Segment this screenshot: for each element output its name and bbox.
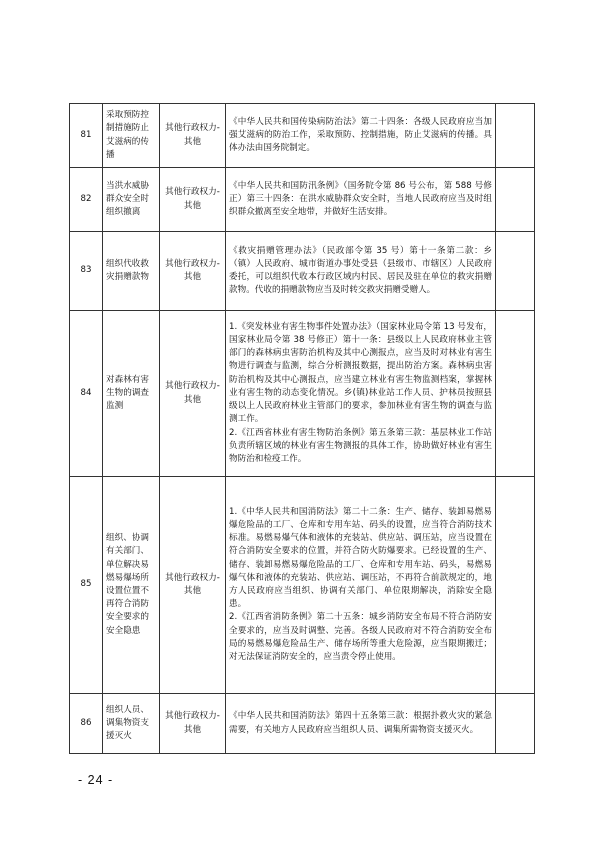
table-row: [70, 694, 535, 754]
table-row: [70, 168, 535, 232]
row-number: 85: [70, 477, 103, 694]
legal-basis-paragraph: 2.《江西省消防条例》第二十五条：城乡消防安全布局不符合消防安全要求的，应当及时调整、完善。各级人民政府对不符合消防安全布局的易燃易爆危险品生产、储存场所等重大危险源，应当限期搬迁；对无法保证消防安全的，应当责令停止使用。: [229, 612, 492, 663]
remark-cell: [496, 232, 535, 311]
power-type: 其他行政权力-其他: [160, 694, 226, 754]
row-number: 86: [70, 694, 103, 754]
table-body: [70, 104, 535, 754]
remark-cell: [496, 477, 535, 694]
remark-cell: [496, 311, 535, 477]
legal-basis: [226, 311, 496, 477]
power-list-table: [69, 103, 535, 754]
power-type: 其他行政权力-其他: [160, 311, 226, 477]
legal-basis: [226, 694, 496, 754]
table-row: [70, 477, 535, 694]
legal-basis-paragraph: 《中华人民共和国防汛条例》（国务院令第 86 号公布，第 588 号修正）第三十四条：在洪水威胁群众安全时，当地人民政府应当及时组织群众撤离至安全地带，并做好生活安排。: [229, 180, 492, 218]
legal-basis-paragraph: 《中华人民共和国传染病防治法》第二十四条：各级人民政府应当加强艾滋病的防治工作，采取预防、控制措施，防止艾滋病的传播。具体办法由国务院制定。: [229, 116, 492, 154]
legal-basis-paragraph: 《中华人民共和国消防法》第四十五条第三款：根据扑救火灾的紧急需要，有关地方人民政府应当组织人员、调集所需物资支援灭火。: [229, 711, 492, 735]
legal-basis-paragraph: 《救灾捐赠管理办法》（民政部令第 35 号）第十一条第二款：乡（镇）人民政府、城市街道办事处受县（县级市、市辖区）人民政府委托，可以组织代收本行政区域内村民、居民及驻在单位的救灾捐赠款物。代收的捐赠款物应当及时转交救灾捐赠受赠人。: [229, 245, 492, 296]
remark-cell: [496, 168, 535, 232]
row-number: 81: [70, 104, 103, 168]
table-row: [70, 104, 535, 168]
remark-cell: [496, 104, 535, 168]
legal-basis-paragraph: 1.《中华人民共和国消防法》第二十二条：生产、储存、装卸易燃易爆危险品的工厂、仓库和专用车站、码头的设置，应当符合消防技术标准。易燃易爆气体和液体的充装站、供应站、调压站，应当设置在符合消防安全要求的位置，并符合防火防爆要求。已经设置的生产、储存、装卸易燃易爆危险品的工厂、仓库和专用车站、码头，易燃易爆气体和液体的充装站、供应站、调压站，不再符合前款规定的，地方人民政府应当组织、协调有关部门、单位限期解决，消除安全隐患。: [229, 506, 492, 610]
row-number: 83: [70, 232, 103, 311]
item-name: 采取预防控制措施防止艾滋病的传播: [103, 104, 160, 168]
remark-cell: [496, 694, 535, 754]
power-type: 其他行政权力-其他: [160, 168, 226, 232]
legal-basis: [226, 477, 496, 694]
table-row: [70, 232, 535, 311]
power-type: 其他行政权力-其他: [160, 477, 226, 694]
legal-basis: [226, 104, 496, 168]
item-name: 组织代收救灾捐赠款物: [103, 232, 160, 311]
row-number: 82: [70, 168, 103, 232]
item-name: 对森林有害生物的调查监测: [103, 311, 160, 477]
item-name: 当洪水威胁群众安全时组织撤离: [103, 168, 160, 232]
legal-basis-paragraph: 2.《江西省林业有害生物防治条例》第五条第三款：基层林业工作站负责所辖区域的林业有害生物测报的具体工作，协助做好林业有害生物防治和检疫工作。: [229, 427, 492, 464]
row-number: 84: [70, 311, 103, 477]
item-name: 组织人员、调集物资支援灭火: [103, 694, 160, 754]
legal-basis-paragraph: 1.《突发林业有害生物事件处置办法》（国家林业局令第 13 号发布，国家林业局令第 38 号修正）第十一条：县级以上人民政府林业主管部门的森林病虫害防治机构及其中心测报点，应当及时对林业有害生物进行调查与监测，综合分析测报数据，提出防治方案。森林病虫害防治机构及其中心测报点，应当建立林业有害生物监测档案，掌握林业有害生物的动态变化情况。乡(镇)林业站工作人员、护林员按照县级以上人民政府林业主管部门的要求，参加林业有害生物的调查与监测工作。: [229, 321, 492, 425]
page-number: - 24 -: [78, 773, 114, 787]
legal-basis: [226, 168, 496, 232]
power-type: 其他行政权力-其他: [160, 232, 226, 311]
table-row: [70, 311, 535, 477]
item-name: 组织、协调有关部门、单位解决易燃易爆场所设置位置不再符合消防安全要求的安全隐患: [103, 477, 160, 694]
legal-basis: [226, 232, 496, 311]
power-type: 其他行政权力-其他: [160, 104, 226, 168]
